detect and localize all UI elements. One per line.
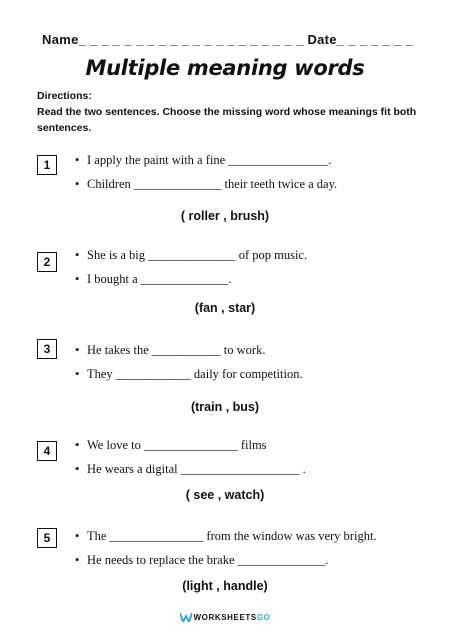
sentence-1: • We love to _______________ films	[75, 438, 267, 452]
bullet-icon: •	[75, 553, 80, 567]
answer-options: (fan , star)	[194, 301, 256, 315]
page-title: Multiple meaning words	[85, 56, 365, 80]
sentence-1: • The _______________ from the window was very bright.	[75, 529, 377, 543]
bullet-icon: •	[75, 153, 80, 167]
question-number-box: 3	[37, 339, 57, 359]
footer-brand	[0, 613, 450, 622]
directions-heading: Directions:	[37, 90, 92, 102]
sentence-1: • He takes the ___________ to work.	[75, 343, 266, 357]
sentence-2: • Children ______________ their teeth twice a day.	[75, 177, 338, 191]
sentence-2: • He needs to replace the brake ______________.	[75, 553, 329, 567]
bullet-icon: •	[75, 438, 80, 452]
sentence-2: • I bought a ______________.	[75, 272, 232, 286]
question-number-box: 1	[37, 155, 57, 175]
sentence-1: • I apply the paint with a fine ________________.	[75, 153, 332, 167]
bullet-icon: •	[75, 367, 80, 381]
bullet-icon: •	[75, 529, 80, 543]
brand-name-part2: GO	[256, 613, 271, 622]
directions-text: Read the two sentences. Choose the missing word whose meanings fit both sentences.	[37, 106, 417, 134]
sentence-2: • They ____________ daily for competition.	[75, 367, 303, 381]
header-line	[42, 32, 413, 47]
question-number-box: 5	[37, 528, 57, 548]
answer-options: ( roller , brush)	[180, 209, 270, 223]
name-field-label: Name_ _ _ _ _ _ _ _ _ _ _ _ _ _ _ _ _ _ _ _	[42, 32, 304, 47]
question-number-box: 4	[37, 441, 57, 461]
bullet-icon: •	[75, 343, 80, 357]
directions	[37, 88, 417, 136]
answer-options: (light , handle)	[182, 579, 268, 593]
question-number-box: 2	[37, 252, 57, 272]
bullet-icon: •	[75, 248, 80, 262]
brand-name-part1: WORKSHEETS	[193, 613, 257, 622]
date-field-label: Date_ _ _ _ _ _ _	[307, 32, 414, 47]
brand-logo-icon	[180, 613, 192, 622]
bullet-icon: •	[75, 272, 80, 286]
sentence-1: • She is a big ______________ of pop music.	[75, 248, 308, 262]
sentence-2: • He wears a digital ___________________ .	[75, 462, 306, 476]
answer-options: ( see , watch)	[185, 488, 265, 502]
answer-options: (train , bus)	[190, 400, 260, 414]
bullet-icon: •	[75, 462, 80, 476]
bullet-icon: •	[75, 177, 80, 191]
